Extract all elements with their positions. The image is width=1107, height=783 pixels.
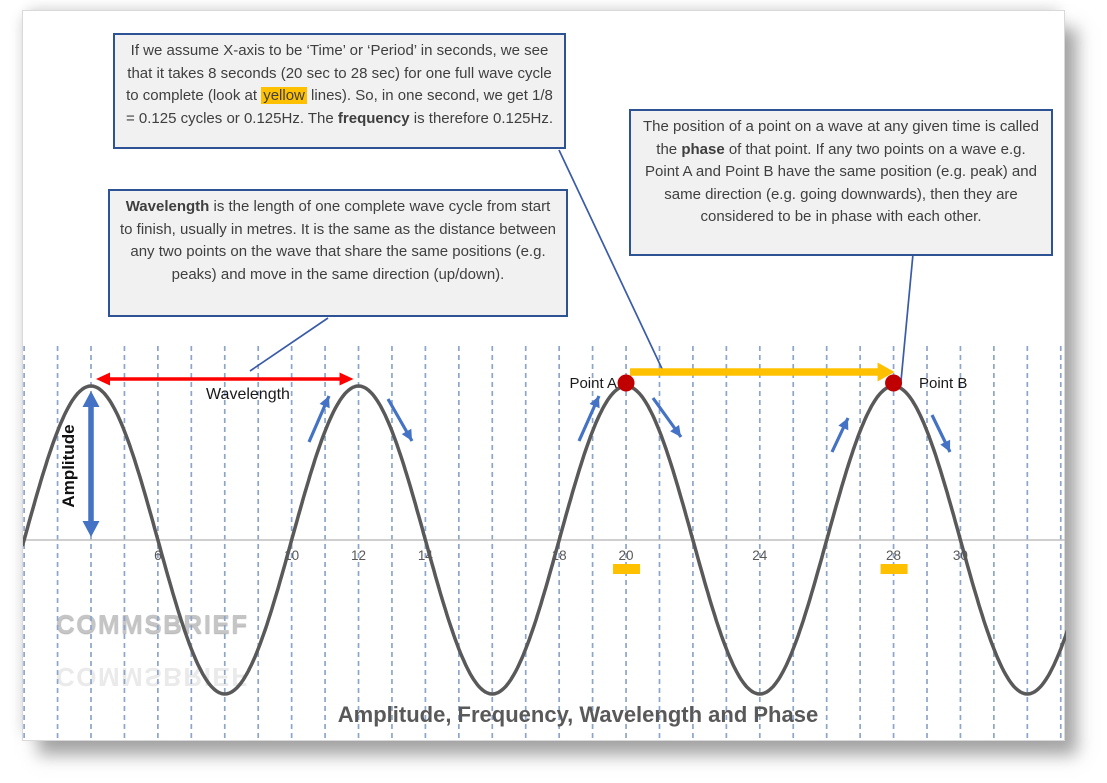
phase-arrow <box>630 363 895 382</box>
text-segment: is the length of one complete wave cycle from start to finish, usually in metres. It is the same as the distance between any two points on the wave that share the same positions (e.g. peaks) and move in the same direction (up/down). <box>119 198 557 283</box>
text-segment: If we assume X-axis to be ‘Time’ or ‘Period’ in seconds, we see that it takes 8 seconds (20 sec to 28 sec) for one full wave cycle to complete (look at <box>126 42 552 104</box>
gridlines <box>24 346 1061 739</box>
text-segment: is therefore 0.125Hz. <box>409 109 554 127</box>
x-tick-label: 18 <box>551 548 567 563</box>
wavelength-label: Wavelength <box>206 386 290 403</box>
x-tick-label: 20 <box>618 548 634 563</box>
x-tick-label: 12 <box>351 548 367 563</box>
text-segment: yellow <box>263 87 305 104</box>
x-tick-label: 6 <box>154 548 162 563</box>
watermark-reflection: COMMSBRIEF <box>56 662 249 692</box>
text-segment: phase <box>681 140 725 158</box>
point-marker-dot <box>618 375 635 392</box>
text-segment: The position of a point on a wave at any given time is called the <box>642 118 1040 158</box>
text-segment: frequency <box>337 109 410 127</box>
x-tick-label: 14 <box>417 548 433 563</box>
wavelength-callout-box <box>108 189 568 317</box>
point-b-label: Point B <box>919 375 968 392</box>
phase-callout-box <box>629 109 1053 256</box>
frequency-callout-box <box>113 33 566 149</box>
text-segment: lines). So, in one second, we get 1/8 = 0.125 cycles or 0.125Hz. The <box>125 87 553 127</box>
point-a-label: Point A <box>569 375 617 392</box>
text-segment: of that point. If any two points on a wave e.g. Point A and Point B have the same position (e.g. peak) and same direction (e.g. going downwards), then they are considered to be in phase with each other. <box>645 140 1037 225</box>
x-tick-labels <box>154 548 968 563</box>
amplitude-arrow <box>83 391 100 537</box>
x-tick-label: 10 <box>284 548 300 563</box>
watermark: COMMSBRIEF <box>56 609 249 639</box>
text-segment: Wavelength <box>125 198 210 215</box>
point-marker-dot <box>885 375 902 392</box>
amplitude-label: Amplitude <box>59 424 78 508</box>
chart-title: Amplitude, Frequency, Wavelength and Phase <box>337 702 819 727</box>
x-tick-label: 28 <box>886 548 902 563</box>
x-tick-label: 30 <box>952 548 968 563</box>
slide <box>22 10 1065 741</box>
x-tick-label: 24 <box>752 548 768 563</box>
